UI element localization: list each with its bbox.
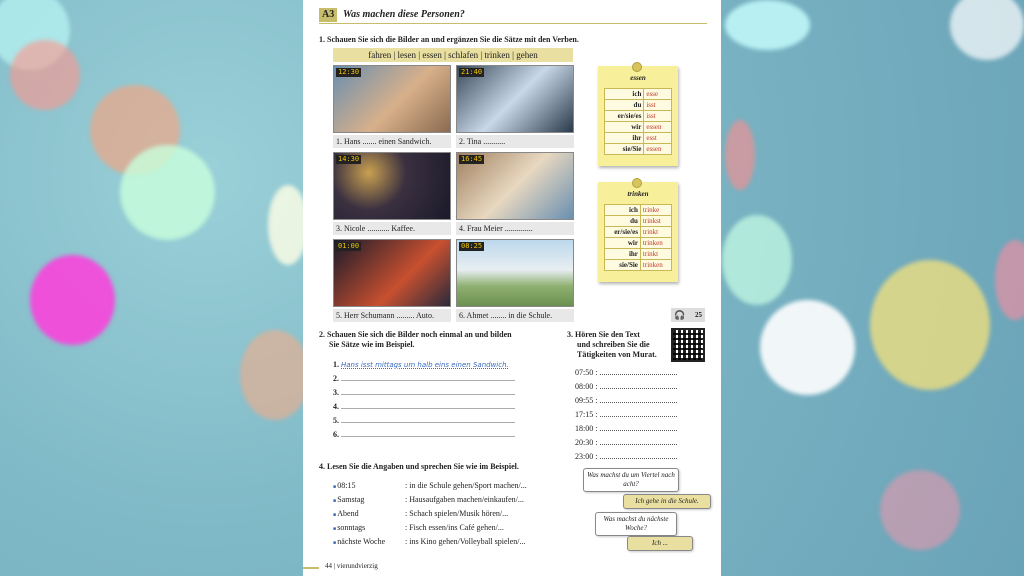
verb-form: esst (644, 133, 672, 144)
photo-driving (333, 239, 451, 307)
verb-form: trinkst (640, 216, 671, 227)
bokeh-light (870, 260, 990, 390)
bokeh-light (30, 255, 115, 345)
instruction-line: und schreiben Sie die (577, 340, 650, 349)
photo-walking (456, 239, 574, 307)
list-item (333, 536, 527, 550)
blank-line: : ....................................... (595, 410, 678, 419)
time-line[interactable] (575, 450, 715, 464)
item-value: : Schach spielen/Musik hören/... (405, 509, 509, 518)
list-item (333, 480, 527, 494)
bokeh-light (725, 0, 810, 50)
note-title: essen (630, 74, 646, 82)
pronoun: wir (605, 122, 644, 133)
pin-icon (632, 62, 642, 72)
instruction-line: Tätigkeiten von Murat. (577, 350, 657, 359)
time-label: 08:00 (575, 382, 594, 391)
photo-eating (333, 65, 451, 133)
task4-instruction: 4. Lesen Sie die Angaben und sprechen Sie wie im Beispiel. (319, 462, 519, 471)
bokeh-light (950, 0, 1024, 60)
blank-line: : ....................................... (595, 368, 678, 377)
item-key: ■ nächste Woche (333, 536, 405, 550)
bokeh-light (10, 40, 80, 110)
line-number: 2. (333, 374, 339, 383)
bokeh-light (120, 145, 215, 240)
verb-form: trinken (640, 260, 671, 271)
pronoun: ihr (605, 133, 644, 144)
pronoun: ich (605, 205, 641, 216)
caption-3: 3. Nicole ........... Kaffee. (333, 222, 451, 235)
photo-sleeping (456, 65, 574, 133)
item-value: : ins Kino gehen/Volleyball spielen/... (405, 537, 526, 546)
example-answer: Hans isst mittags um halb eins einen Sandwich. (341, 361, 509, 369)
pronoun: du (605, 216, 641, 227)
verb-form: esse (644, 89, 672, 100)
caption-5: 5. Herr Schumann ......... Auto. (333, 309, 451, 322)
clock-time: 21:40 (461, 68, 483, 76)
task3-instruction (567, 330, 657, 360)
item-value: : Fisch essen/ins Café gehen/... (405, 523, 504, 532)
speech-bubble: Was machst du nächste Woche? (595, 512, 677, 536)
verb-form: isst (644, 111, 672, 122)
bokeh-light (995, 240, 1024, 320)
instruction-line: Sie Sätze wie im Beispiel. (329, 340, 415, 349)
blank-line: : ....................................... (595, 438, 678, 447)
conjugation-table (604, 204, 672, 271)
answer-line[interactable] (333, 400, 563, 414)
pin-icon (632, 178, 642, 188)
clock-time: 01:00 (338, 242, 360, 250)
qr-code-icon[interactable] (671, 328, 705, 362)
caption-2: 2. Tina ........... (456, 135, 574, 148)
item-key: ■ Abend (333, 508, 405, 522)
list-item (333, 494, 527, 508)
speech-bubble: Ich gehe in die Schule. (623, 494, 711, 509)
time-label: 07:50 (575, 368, 594, 377)
item-key: ■ 08:15 (333, 480, 405, 494)
pronoun: ich (605, 89, 644, 100)
time-line[interactable] (575, 380, 715, 394)
pronoun: er/sie/es (605, 227, 641, 238)
time-line[interactable] (575, 408, 715, 422)
verb-form: trinkt (640, 227, 671, 238)
speech-bubble: Was machst du um Viertel nach acht? (583, 468, 679, 492)
pronoun: er/sie/es (605, 111, 644, 122)
task4-list (333, 480, 527, 550)
textbook-page (303, 0, 721, 576)
verb-form: trinke (640, 205, 671, 216)
line-number: 6. (333, 430, 339, 439)
blank-line: ....................................................................................... (341, 388, 515, 397)
blank-line: ....................................................................................... (341, 402, 515, 411)
blank-line: : ....................................... (595, 452, 678, 461)
blank-line: ....................................................................................... (341, 374, 515, 383)
section-title: Was machen diese Personen? (343, 9, 465, 20)
verb-box: fahren | lesen | essen | schlafen | trinken | gehen (333, 48, 573, 62)
section-header (319, 8, 707, 24)
blank-line: : ....................................... (595, 396, 678, 405)
instruction-line: 3. Hören Sie den Text (567, 330, 640, 339)
blank-line: ....................................................................................... (341, 416, 515, 425)
time-line[interactable] (575, 436, 715, 450)
note-essen (598, 66, 678, 166)
answer-line[interactable] (333, 414, 563, 428)
item-value: : Hausaufgaben machen/einkaufen/... (405, 495, 524, 504)
time-line[interactable] (575, 422, 715, 436)
blank-line: ....................................................................................... (341, 430, 515, 439)
pronoun: ihr (605, 249, 641, 260)
time-line[interactable] (575, 394, 715, 408)
task2-instruction (319, 330, 512, 350)
time-label: 09:55 (575, 396, 594, 405)
line-number: 4. (333, 402, 339, 411)
note-trinken (598, 182, 678, 282)
caption-1: 1. Hans ....... einen Sandwich. (333, 135, 451, 148)
caption-6: 6. Ahmet ........ in die Schule. (456, 309, 574, 322)
item-key: ■ Samstag (333, 494, 405, 508)
list-item (333, 508, 527, 522)
line-number: 3. (333, 388, 339, 397)
task3-lines (575, 366, 715, 464)
speech-bubble: Ich ... (627, 536, 693, 551)
verb-form: isst (644, 100, 672, 111)
photo-coffee (333, 152, 451, 220)
bokeh-light (240, 330, 310, 420)
answer-line[interactable] (333, 372, 563, 386)
verb-form: essen (644, 122, 672, 133)
time-line[interactable] (575, 366, 715, 380)
track-number: 25 (695, 311, 702, 319)
list-item (333, 522, 527, 536)
bokeh-light (268, 185, 308, 265)
pronoun: wir (605, 238, 641, 249)
clock-time: 12:30 (338, 68, 360, 76)
answer-line[interactable] (333, 428, 563, 442)
pronoun: du (605, 100, 644, 111)
clock-time: 16:45 (461, 155, 483, 163)
instruction-line: 2. Schauen Sie sich die Bilder noch einmal an und bilden (319, 330, 512, 339)
time-label: 23:00 (575, 452, 594, 461)
verb-form: essen (644, 144, 672, 155)
answer-line[interactable] (333, 386, 563, 400)
blank-line: : ....................................... (595, 382, 678, 391)
bokeh-light (725, 120, 755, 190)
line-number: 5. (333, 416, 339, 425)
headphones-icon: 🎧 (674, 310, 686, 320)
task2-lines (333, 358, 563, 442)
blank-line: : ....................................... (595, 424, 678, 433)
clock-time: 08:25 (461, 242, 483, 250)
caption-4: 4. Frau Meier .............. (456, 222, 574, 235)
pronoun: sie/Sie (605, 260, 641, 271)
clock-time: 14:30 (338, 155, 360, 163)
bokeh-light (722, 215, 792, 305)
bokeh-light (880, 470, 960, 550)
note-title: trinken (627, 190, 649, 198)
time-label: 18:00 (575, 424, 594, 433)
verb-form: trinkt (640, 249, 671, 260)
section-tag: A3 (319, 8, 337, 22)
item-key: ■ sonntags (333, 522, 405, 536)
answer-line[interactable] (333, 358, 563, 372)
time-label: 20:30 (575, 438, 594, 447)
verb-form: trinken (640, 238, 671, 249)
pronoun: sie/Sie (605, 144, 644, 155)
photo-reading (456, 152, 574, 220)
audio-track[interactable] (671, 308, 705, 322)
time-label: 17:15 (575, 410, 594, 419)
bokeh-light (760, 300, 855, 395)
footer-bar (303, 567, 319, 569)
line-number: 1. (333, 360, 339, 369)
conjugation-table (604, 88, 672, 155)
item-value: : in die Schule gehen/Sport machen/... (405, 481, 527, 490)
page-number: 44 | vierundvierzig (325, 562, 378, 570)
task1-instruction: 1. Schauen Sie sich die Bilder an und ergänzen Sie die Sätze mit den Verben. (319, 35, 579, 44)
